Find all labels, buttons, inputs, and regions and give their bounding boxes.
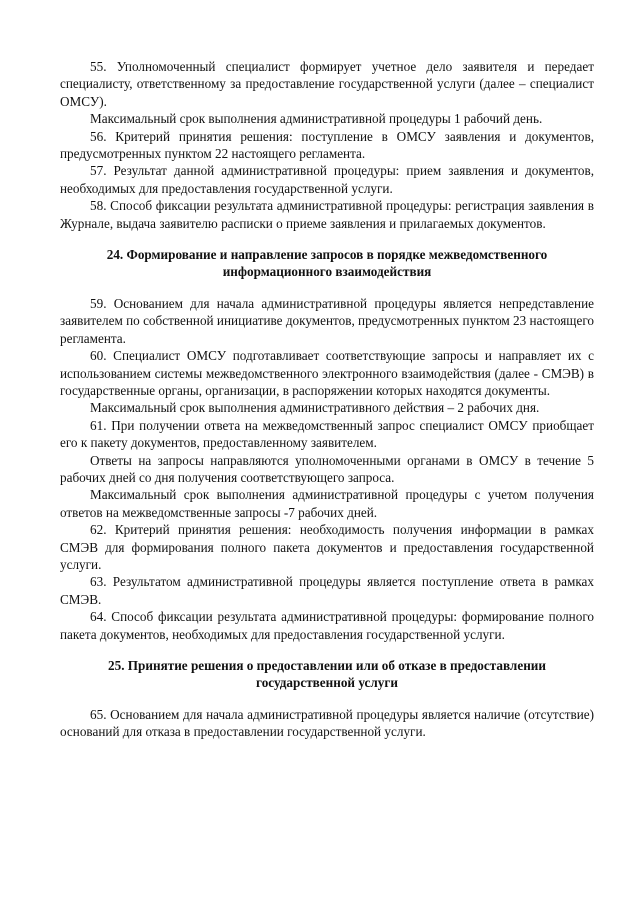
paragraph-63: 63. Результатом административной процедуры является поступление ответа в рамках СМЭВ. <box>60 574 594 607</box>
paragraph-58: 58. Способ фиксации результата административной процедуры: регистрация заявления в Журнале, выдача заявителю расписки о приеме заявления и прилагаемых документов. <box>60 198 594 231</box>
paragraph-62: 62. Критерий принятия решения: необходимость получения информации в рамках СМЭВ для формирования полного пакета документов и предоставления государственной услуги. <box>60 522 594 572</box>
section-heading-25: 25. Принятие решения о предоставлении или об отказе в предоставлении государственной услуги <box>108 658 546 691</box>
paragraph-57: 57. Результат данной административной процедуры: прием заявления и документов, необходимых для предоставления государственной услуги. <box>60 163 594 196</box>
paragraph-65: 65. Основанием для начала административной процедуры является наличие (отсутствие) оснований для отказа в предоставлении государственной услуги. <box>60 706 594 740</box>
paragraph-61-deadline: Максимальный срок выполнения административной процедуры с учетом получения ответов на межведомственные запросы -7 рабочих дней. <box>60 487 594 520</box>
paragraph-61: 61. При получении ответа на межведомственный запрос специалист ОМСУ приобщает его к пакету документов, предоставленному заявителем. <box>60 417 594 451</box>
paragraph-64: 64. Способ фиксации результата административной процедуры: формирование полного пакета документов, необходимых для предоставления государственной услуги. <box>60 609 594 642</box>
paragraph-60-deadline: Максимальный срок выполнения административного действия – 2 рабочих дня. <box>90 400 540 416</box>
paragraph-55: 55. Уполномоченный специалист формирует учетное дело заявителя и передает специалисту, ответственному за предоставление государственной услуги (далее – специалист ОМСУ). <box>60 59 594 109</box>
paragraph-60: 60. Специалист ОМСУ подготавливает соответствующие запросы и направляет их с использованием системы межведомственного электронного взаимодействия (далее - СМЭВ) в государственные органы, организации, в распоряжении которых находятся документы. <box>60 348 594 398</box>
paragraph-59: 59. Основанием для начала административной процедуры является непредставление заявителем по собственной инициативе документов, предусмотренных пунктом 23 настоящего регламента. <box>60 295 594 346</box>
paragraph-55-deadline: Максимальный срок выполнения административной процедуры 1 рабочий день. <box>90 111 543 127</box>
section-heading-24: 24. Формирование и направление запросов в порядке межведомственного информационного взаимодействия <box>106 247 548 280</box>
paragraph-61-responses: Ответы на запросы направляются уполномоченными органами в ОМСУ в течение 5 рабочих дней со дня получения соответствующего запроса. <box>60 452 594 485</box>
document-page <box>60 58 594 741</box>
paragraph-56: 56. Критерий принятия решения: поступление в ОМСУ заявления и документов, предусмотренных пунктом 22 настоящего регламента. <box>60 128 594 162</box>
